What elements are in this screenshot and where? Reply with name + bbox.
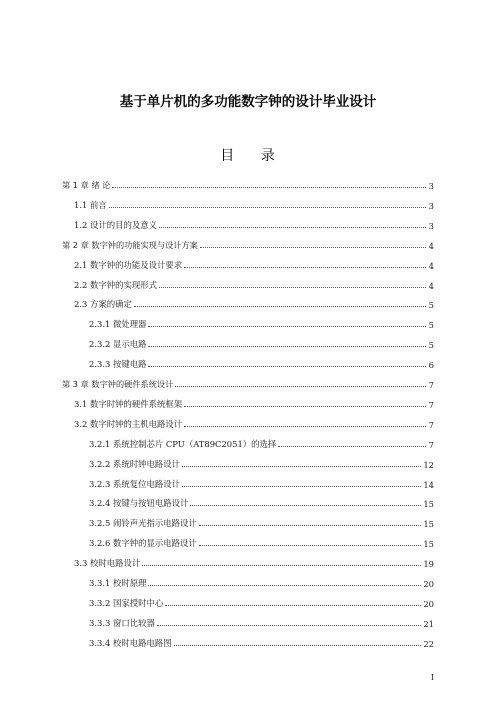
toc-entry-label: 3.2.1 系统控制芯片 CPU（AT89C2051）的选择	[89, 438, 277, 449]
dot-leader	[109, 206, 426, 208]
document-title: 基于单片机的多功能数字钟的设计毕业设计	[119, 94, 377, 110]
toc-entry-label: 2.3.3 按键电路	[89, 359, 147, 370]
dot-leader	[148, 584, 421, 586]
dot-leader	[199, 524, 422, 526]
dot-leader	[184, 405, 426, 407]
toc-entry[interactable]	[89, 533, 434, 549]
toc-entry[interactable]	[74, 394, 434, 410]
toc-entry-label: 1.1 前言	[74, 199, 107, 210]
toc-entry-label: 3.2.4 按键与按钮电路设计	[89, 498, 189, 509]
toc-entry-page: 7	[428, 419, 434, 430]
toc-entry-page: 7	[428, 380, 434, 390]
toc-entry-page: 19	[423, 559, 434, 570]
dot-leader	[184, 266, 426, 268]
dot-leader	[199, 544, 422, 546]
dot-leader	[157, 624, 421, 626]
toc-entry-label: 3.3 校时电路设计	[74, 558, 141, 569]
toc-entry-page: 4	[428, 240, 434, 251]
page-number: I	[430, 673, 434, 682]
toc-entry[interactable]	[62, 235, 434, 251]
toc-entry[interactable]	[89, 334, 434, 350]
toc-entry-label: 2.2 数字钟的实现形式	[74, 279, 157, 290]
toc-entry-page: 22	[423, 638, 434, 649]
dot-leader	[159, 286, 426, 288]
dot-leader	[184, 425, 426, 427]
toc-entry[interactable]	[89, 513, 434, 529]
toc-entry-page: 7	[428, 399, 434, 410]
dot-leader	[148, 365, 426, 367]
toc-entry-page: 12	[423, 459, 434, 470]
toc-entry-label: 2.3.2 显示电路	[89, 339, 147, 350]
toc-entry[interactable]	[89, 593, 434, 609]
toc-entry-label: 3.3.3 窗口比较器	[89, 617, 155, 628]
toc-entry-page: 21	[423, 618, 434, 629]
toc-entry-page: 5	[428, 340, 434, 351]
toc-entry-label: 2.1 数字钟的功能及设计要求	[74, 259, 183, 270]
toc-entry-label: 3.1 数字时钟的硬件系统框架	[74, 398, 183, 409]
toc-entry[interactable]	[74, 215, 434, 231]
toc-entry[interactable]	[74, 294, 434, 310]
dot-leader	[148, 325, 426, 327]
dot-leader	[112, 186, 426, 188]
toc-entry[interactable]	[89, 573, 434, 589]
toc-entry-label: 3.3.4 校时电路电路图	[89, 637, 172, 648]
toc-entry-label: 第 3 章 数字钟的硬件系统设计	[62, 379, 174, 389]
toc-entry-label: 3.2.6 数字钟的显示电路设计	[89, 538, 197, 549]
toc-entry-page: 3	[428, 181, 434, 191]
toc-entry[interactable]	[74, 255, 434, 271]
toc-entry-label: 第 1 章 绪 论	[62, 180, 111, 190]
toc-entry-page: 15	[423, 519, 434, 530]
toc-entry-page: 6	[428, 360, 434, 371]
toc-entry-page: 14	[423, 479, 434, 490]
dot-leader	[159, 226, 426, 228]
toc-entry[interactable]	[74, 414, 434, 430]
dot-leader	[190, 504, 421, 506]
toc-entry-page: 5	[428, 320, 434, 331]
dot-leader	[174, 644, 422, 646]
toc-entry-label: 2.3.1 微处理器	[89, 319, 147, 330]
toc-entry-page: 4	[428, 280, 434, 291]
dot-leader	[165, 604, 421, 606]
dot-leader	[148, 345, 426, 347]
toc-entry[interactable]	[74, 553, 434, 569]
toc-entry-label: 1.2 设计的目的及意义	[74, 219, 157, 230]
toc-entry[interactable]	[62, 374, 434, 390]
toc-entry-page: 3	[428, 220, 434, 231]
toc-entry[interactable]	[89, 354, 434, 370]
toc-entry-page: 7	[428, 439, 434, 450]
toc-entry-label: 3.3.1 校时原理	[89, 578, 147, 588]
toc-entry-label: 2.3 方案的确定	[74, 299, 132, 310]
toc-entry-page: 5	[428, 300, 434, 311]
dot-leader	[142, 564, 421, 566]
toc-heading: 目 录	[220, 148, 276, 164]
toc-entry[interactable]	[89, 454, 434, 470]
toc-entry-label: 3.3.2 国家授时中心	[89, 597, 164, 608]
toc-entry[interactable]	[89, 434, 434, 450]
toc-entry-page: 20	[423, 579, 434, 589]
dot-leader	[200, 246, 426, 248]
toc-entry[interactable]	[74, 195, 434, 211]
toc-entry-label: 第 2 章 数字钟的功能实现与设计方案	[62, 239, 198, 250]
toc-entry[interactable]	[89, 633, 434, 649]
toc-entry[interactable]	[89, 613, 434, 629]
toc-entry[interactable]	[89, 474, 434, 490]
toc-entry-page: 20	[423, 598, 434, 609]
toc-entry-label: 3.2 数字时钟的主机电路设计	[74, 418, 183, 429]
toc-entry[interactable]	[89, 493, 434, 509]
dot-leader	[182, 485, 421, 487]
toc-entry-page: 15	[423, 499, 434, 510]
dot-leader	[278, 445, 426, 447]
dot-leader	[175, 385, 426, 387]
toc-entry-page: 15	[423, 539, 434, 550]
dot-leader	[182, 465, 421, 467]
toc-entry-page: 4	[428, 260, 434, 271]
toc-entry-label: 3.2.5 闹铃声光指示电路设计	[89, 518, 197, 529]
toc-entry-label: 3.2.2 系统时钟电路设计	[89, 458, 180, 469]
toc-entry-label: 3.2.3 系统复位电路设计	[89, 478, 180, 489]
toc-entry[interactable]	[74, 275, 434, 291]
toc-entry[interactable]	[62, 175, 434, 191]
toc-entry[interactable]	[89, 314, 434, 330]
toc-entry-page: 3	[428, 200, 434, 211]
dot-leader	[134, 305, 426, 307]
